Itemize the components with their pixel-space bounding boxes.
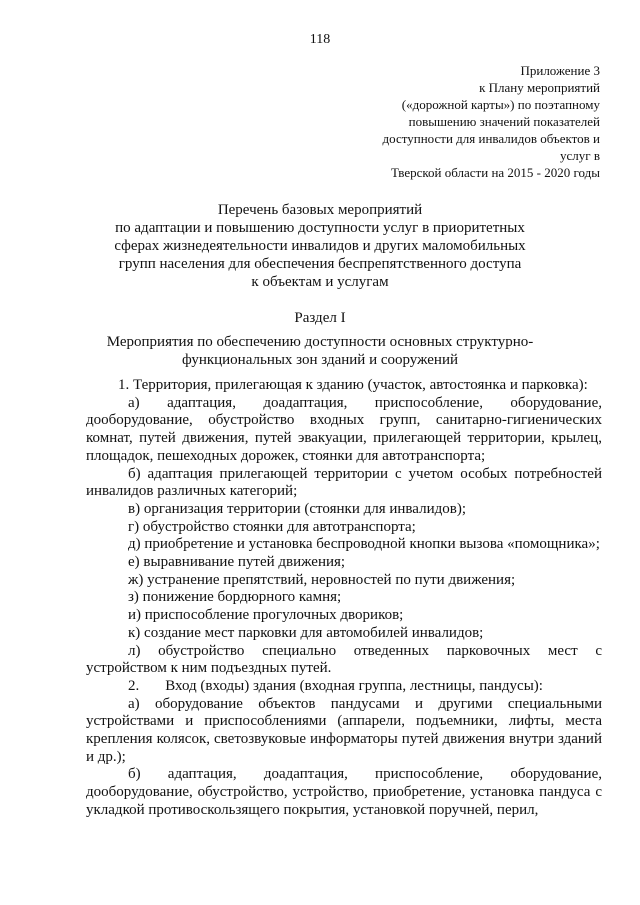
appendix-line: к Плану мероприятий <box>479 80 600 95</box>
item-1-a: а) адаптация, доадаптация, приспособление, оборудование, дооборудование, обустройство входных групп, санитарно-гигиенических комнат, путей движения, путей эвакуации, прилегающей территории, крылец, площадок, пешеходных дорожек, стоянки для автотранспорта; <box>86 394 602 464</box>
page-number: 118 <box>309 32 331 47</box>
document-title <box>0 201 640 291</box>
item-1-k: к) создание мест парковки для автомобилей инвалидов; <box>128 624 484 641</box>
item-1-z: з) понижение бордюрного камня; <box>128 589 342 606</box>
item-1-zh: ж) устранение препятствий, неровностей по пути движения; <box>128 571 516 588</box>
item-1-l: л) обустройство специально отведенных парковочных мест с устройством к ним подъездных путей. <box>86 642 602 677</box>
title-line: по адаптации и повышению доступности услуг в приоритетных <box>115 220 525 236</box>
appendix-line: Тверской области на 2015 - 2020 годы <box>390 165 600 180</box>
appendix-note <box>340 62 600 181</box>
appendix-line: («дорожной карты») по поэтапному <box>401 97 600 112</box>
item-2-a: а) оборудование объектов пандусами и другими специальными устройствами и приспособлениями (аппарели, подъемники, лифты, места крепления колясок, светозвуковые информаторы путей движения внутри зданий и др.); <box>86 695 602 765</box>
section-heading-line: Мероприятия по обеспечению доступности основных структурно- <box>106 334 534 350</box>
title-line: сферах жизнедеятельности инвалидов и других маломобильных <box>114 238 526 254</box>
section-header <box>0 309 640 369</box>
item-2-b: б) адаптация, доадаптация, приспособление, оборудование, дооборудование, обустройство, устройство, приобретение, установка пандуса с укладкой противоскользящего покрытия, установкой поручней, перил, <box>86 766 602 818</box>
section-heading-line: функциональных зон зданий и сооружений <box>181 352 459 368</box>
appendix-line: услуг в <box>560 148 600 163</box>
item-2 <box>128 678 602 696</box>
title-line: к объектам и услугам <box>251 274 389 290</box>
item-1-i: и) приспособление прогулочных двориков; <box>128 607 404 624</box>
item-1-e: е) выравнивание путей движения; <box>128 554 346 571</box>
item-1-v: в) организация территории (стоянки для инвалидов); <box>128 500 466 517</box>
appendix-line: Приложение 3 <box>520 63 600 78</box>
item-1-b: б) адаптация прилегающей территории с учетом особых потребностей инвалидов различных категорий; <box>86 465 602 500</box>
appendix-line: повышению значений показателей <box>408 114 600 129</box>
item-1-d: д) приобретение и установка беспроводной кнопки вызова «помощника»; <box>128 536 600 553</box>
item-2-number: 2. <box>128 677 140 694</box>
title-line: Перечень базовых мероприятий <box>217 202 423 218</box>
item-2-text: Вход (входы) здания (входная группа, лестницы, пандусы): <box>165 677 543 694</box>
title-line: групп населения для обеспечения беспрепятственного доступа <box>118 256 522 272</box>
section-label: Раздел I <box>294 310 346 326</box>
item-1-g: г) обустройство стоянки для автотранспорта; <box>128 518 416 535</box>
appendix-line: доступности для инвалидов объектов и <box>382 131 600 146</box>
item-1: 1. Территория, прилегающая к зданию (участок, автостоянка и парковка): <box>118 377 588 393</box>
document-body <box>86 377 602 820</box>
